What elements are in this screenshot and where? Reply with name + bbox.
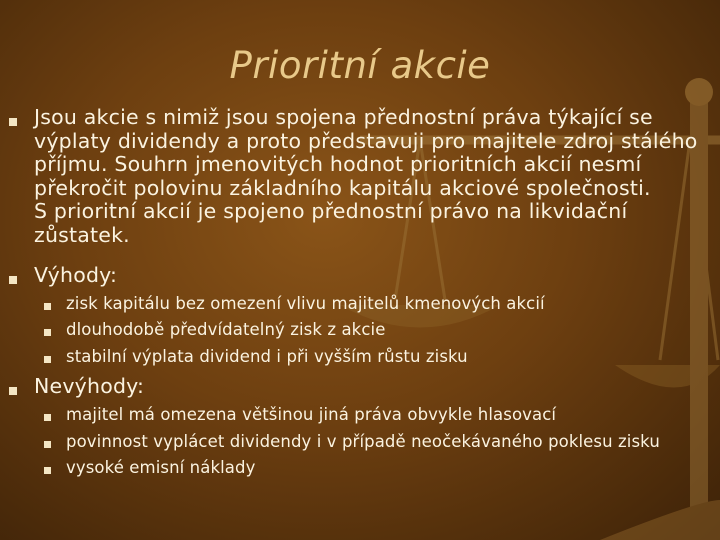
bullet-square-icon [44, 467, 51, 474]
advantage-item: dlouhodobě předvídatelný zisk z akcie [66, 320, 386, 339]
slide-title: Prioritní akcie [229, 44, 491, 87]
paragraph-line: příjmu. Souhrn jmenovitých hodnot prioritních akcií nesmí [34, 152, 642, 176]
bullet-square-icon [44, 414, 51, 421]
disadvantage-item: vysoké emisní náklady [66, 458, 256, 477]
paragraph-line: S prioritní akcií je spojeno přednostní právo na likvidační [34, 199, 628, 223]
bullet-square-icon [9, 387, 17, 395]
paragraph-line: Jsou akcie s nimiž jsou spojena přednostní práva týkající se [34, 105, 653, 129]
paragraph-line: zůstatek. [34, 222, 130, 247]
bullet-square-icon [9, 118, 17, 126]
disadvantage-item: majitel má omezena většinou jiná práva obvykle hlasovací [66, 405, 557, 424]
bullet-square-icon [44, 329, 51, 336]
disadvantages-heading: Nevýhody: [34, 374, 145, 398]
bullet-square-icon [44, 303, 51, 310]
paragraph-line: výplaty dividendy a proto představuji pro majitele zdroj stálého [34, 128, 698, 153]
advantage-item: zisk kapitálu bez omezení vlivu majitelů kmenových akcií [66, 294, 545, 313]
bullet-square-icon [9, 276, 17, 284]
advantages-heading: Výhody: [34, 263, 118, 287]
main-paragraph [34, 106, 698, 247]
disadvantage-item: povinnost vyplácet dividendy i v případě neočekávaného poklesu zisku [66, 432, 660, 451]
advantage-item: stabilní výplata dividend i při vyšším růstu zisku [66, 347, 468, 366]
bullet-square-icon [44, 356, 51, 363]
paragraph-line: překročit polovinu základního kapitálu akciové společnosti. [34, 175, 651, 200]
bullet-square-icon [44, 441, 51, 448]
